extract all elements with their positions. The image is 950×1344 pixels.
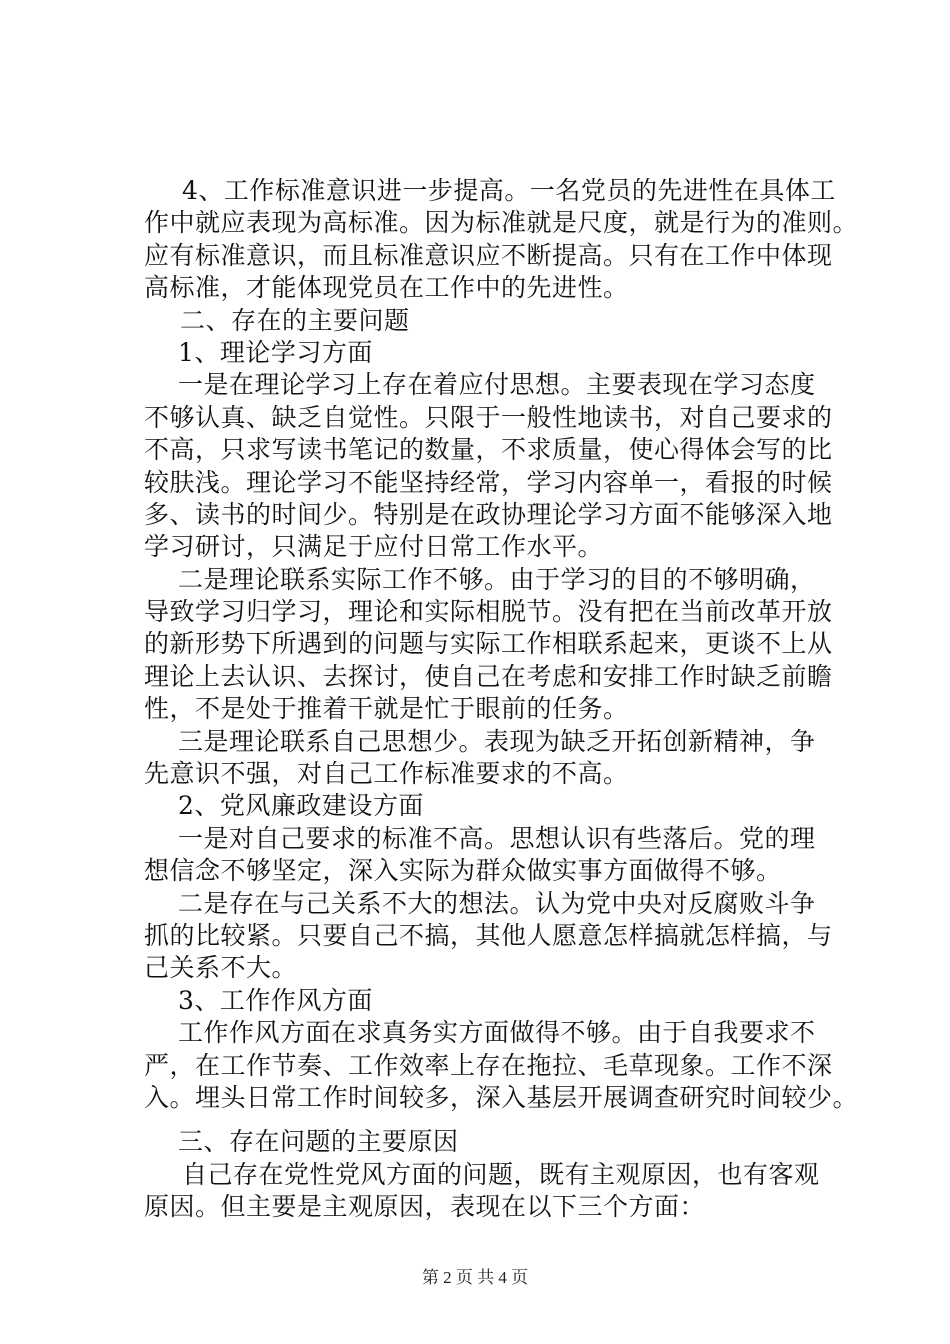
page-number-footer: 第 2 页 共 4 页 [421,1268,529,1287]
text-line-19: 先意识不强，对自己工作标准要求的不高。 [144,759,629,789]
text-line-11: 多、读书的时间少。特别是在政协理论学习方面不能够深入地 [144,499,833,529]
text-line-17: 性，不是处于推着干就是忙于眼前的任务。 [144,694,629,724]
text-line-23: 二是存在与己关系不大的想法。认为党中央对反腐败斗争 [178,888,816,918]
text-line-24: 抓的比较紧。只要自己不搞，其他人愿意怎样搞就怎样搞，与 [144,920,833,950]
text-line-10: 较肤浅。理论学习不能坚持经常，学习内容单一，看报的时候 [144,467,833,497]
text-line-22: 想信念不够坚定，深入实际为群众做实事方面做得不够。 [144,856,782,886]
text-line-14: 导致学习归学习，理论和实际相脱节。没有把在当前改革开放 [144,597,833,627]
text-line-29: 入。埋头日常工作时间较多，深入基层开展调查研究时间较少。 [144,1082,859,1112]
text-line-7: 一是在理论学习上存在着应付思想。主要表现在学习态度 [178,370,816,400]
text-line-4: 高标准，才能体现党员在工作中的先进性。 [144,273,629,303]
document-body [144,175,859,1224]
section-heading-3: 三、存在问题的主要原因 [178,1127,459,1157]
text-line-28: 严，在工作节奏、工作效率上存在拖拉、毛草现象。工作不深 [144,1050,833,1080]
text-line-21: 一是对自己要求的标准不高。思想认识有些落后。党的理 [178,823,816,853]
subsection-heading-2: 2、党风廉政建设方面 [178,791,424,821]
text-line-31: 自己存在党性党风方面的问题，既有主观原因，也有客观 [182,1159,820,1189]
text-line-25: 己关系不大。 [144,953,298,983]
subsection-heading-3: 3、工作作风方面 [178,985,373,1015]
text-line-15: 的新形势下所遇到的问题与实际工作相联系起来，更谈不上从 [144,629,833,659]
text-line-12: 学习研讨，只满足于应付日常工作水平。 [144,532,604,562]
text-line-8: 不够认真、缺乏自觉性。只限于一般性地读书，对自己要求的 [144,402,833,432]
section-heading-2: 二、存在的主要问题 [180,305,410,335]
paragraph-gap [182,1114,842,1126]
text-line-13: 二是理论联系实际工作不够。由于学习的目的不够明确， [178,564,816,594]
text-line-27: 工作作风方面在求真务实方面做得不够。由于自我要求不 [178,1018,816,1048]
text-line-2: 作中就应表现为高标准。因为标准就是尺度，就是行为的准则。 [144,208,859,238]
text-line-9: 不高，只求写读书笔记的数量，不求质量，使心得体会写的比 [144,435,833,465]
text-line-18: 三是理论联系自己思想少。表现为缺乏开拓创新精神，争 [178,726,816,756]
text-line-32: 原因。但主要是主观原因，表现在以下三个方面： [144,1192,706,1222]
subsection-heading-1: 1、理论学习方面 [178,337,373,367]
text-line-1: 4、工作标准意识进一步提高。一名党员的先进性在具体工 [182,176,836,205]
text-line-16: 理论上去认识、去探讨，使自己在考虑和安排工作时缺乏前瞻 [144,661,833,691]
text-line-3: 应有标准意识，而且标准意识应不断提高。只有在工作中体现 [144,240,833,270]
